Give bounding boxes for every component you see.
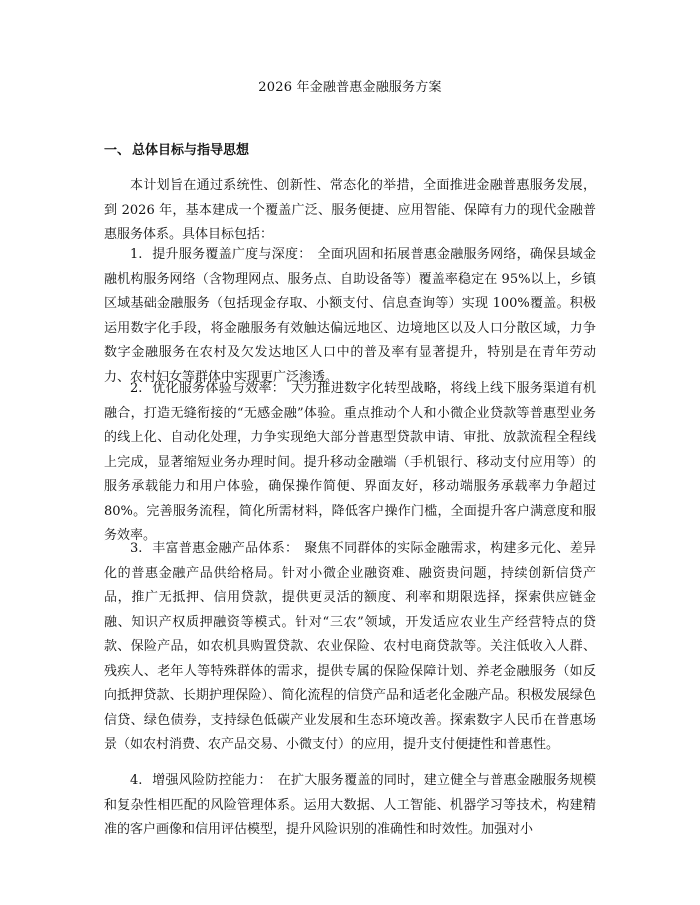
item-title: 丰富普惠金融产品体系： [152,541,299,556]
list-item [104,243,596,390]
list-item [104,537,596,758]
section-title: 总体目标与指导思想 [132,143,250,158]
item-number: 2. [130,381,143,396]
item-number: 4. [130,773,143,788]
section-heading [104,141,249,161]
section-number: 一、 [104,143,131,158]
intro-paragraph: 本计划旨在通过系统性、创新性、常态化的举措，全面推进金融普惠服务发展，到 2026 年，基本建成一个覆盖广泛、服务便捷、应用智能、保障有力的现代金融普惠服务体系。具体目标包括： [104,178,596,242]
item-text: 聚焦不同群体的实际金融需求，构建多元化、差异化的普惠金融产品供给格局。针对小微企业融资难、融资贵问题，持续创新信贷产品，推广无抵押、信用贷款，提供更灵活的额度、利率和期限选择，探索供应链金融、知识产权质押融资等模式。针对“三农”领域，开发适应农业生产经营特点的贷款、保险产品，如农机具购置贷款、农业保险、农村电商贷款等。关注低收入人群、残疾人、老年人等特殊群体的需求，提供专属的保险保障计划、养老金融服务（如反向抵押贷款、长期护理保险）、简化流程的信贷产品和适老化金融产品。积极发展绿色信贷、绿色债券，支持绿色低碳产业发展和生态环境改善。探索数字人民币在普惠场景（如农村消费、农产品交易、小微支付）的应用，提升支付便捷性和普惠性。 [104,541,596,752]
item-title: 增强风险防控能力： [152,773,272,788]
item-text: 大力推进数字化转型战略，将线上线下服务渠道有机融合，打造无缝衔接的“无感金融”体验。重点推动个人和小微企业贷款等普惠型业务的线上化、自动化处理，力争实现绝大部分普惠型贷款申请、审批、放款流程全程线上完成，显著缩短业务办理时间。提升移动金融端（手机银行、移动支付应用等）的服务承载能力和用户体验，确保操作简便、界面友好，移动端服务承载率力争超过 80%。完善服务流程，简化所需材料，降低客户操作门槛，全面提升客户满意度和服务效率。 [104,381,596,543]
item-number: 3. [130,541,143,556]
document-title: 2026 年金融普惠金融服务方案 [258,80,442,95]
item-text: 在扩大服务覆盖的同时，建立健全与普惠金融服务规模和复杂性相匹配的风险管理体系。运用大数据、人工智能、机器学习等技术，构建精准的客户画像和信用评估模型，提升风险识别的准确性和时效性。加强对小 [104,773,596,837]
item-number: 1. [130,247,143,262]
item-title: 提升服务覆盖广度与深度： [152,247,312,262]
list-item [104,377,596,549]
list-item [104,769,596,843]
item-text: 全面巩固和拓展普惠金融服务网络，确保县域金融机构服务网络（含物理网点、服务点、自助设备等）覆盖率稳定在 95%以上，乡镇区域基础金融服务（包括现金存取、小额支付、信息查询等）实现 100%覆盖。积极运用数字化手段，将金融服务有效触达偏远地区、边境地区以及人口分散区域，力争数字金融服务在农村及欠发达地区人口中的普及率有显著提升，特别是在青年劳动力、农村妇女等群体中实现更广泛渗透。 [104,247,596,385]
item-title: 优化服务体验与效率： [152,381,285,396]
